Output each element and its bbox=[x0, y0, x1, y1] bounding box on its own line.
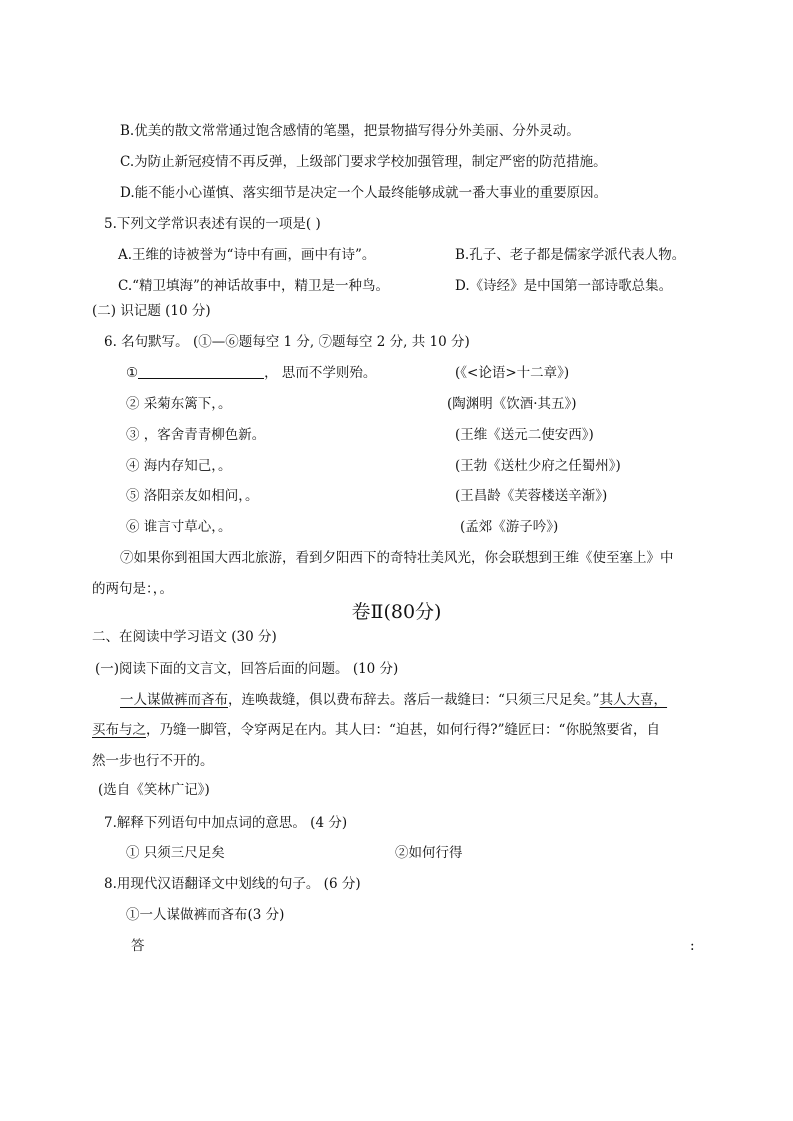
answer-colon: : bbox=[690, 938, 695, 954]
q6-item-4: ④ 海内存知己，。 bbox=[126, 458, 232, 474]
passage-line-3: 然一步也行不开的。 bbox=[92, 753, 214, 769]
q6-item-3-source: (王维《送元二使安西》) bbox=[455, 427, 594, 443]
passage-underlined-3: 买布与之 bbox=[92, 722, 146, 738]
answer-label: 答 bbox=[131, 938, 145, 954]
option-d: D.能不能小心谨慎、落实细节是决定一个人最终能够成就一番大事业的重要原因。 bbox=[120, 185, 608, 201]
q6-item-7-line1: ⑦如果你到祖国大西北旅游，看到夕阳西下的奇特壮美风光，你会联想到王维《使至塞上》中 bbox=[120, 550, 674, 566]
q5-stem: 5.下列文学常识表述有误的一项是( ) bbox=[104, 216, 321, 232]
passage-text-1: ，连唤裁缝，俱以费布辞去。落后一裁缝曰：“只须三尺足矣。” bbox=[228, 692, 600, 708]
q5-option-a: A.王维的诗被誉为“诗中有画，画中有诗”。 bbox=[118, 247, 376, 263]
q6-item-1-text: ， 思而不学则殆。 bbox=[264, 365, 377, 381]
passage-line-2 bbox=[92, 720, 660, 740]
q6-stem: 6. 名句默写。 (①—⑥题每空 1 分, ⑦题每空 2 分, 共 10 分) bbox=[104, 334, 470, 350]
q6-item-1 bbox=[126, 363, 376, 383]
reading-intro: (一)阅读下面的文言文，回答后面的问题。 (10 分) bbox=[95, 661, 399, 677]
option-c: C.为防止新冠疫情不再反弹，上级部门要求学校加强管理，制定严密的防范措施。 bbox=[120, 154, 607, 170]
q6-item-5-source: (王昌龄《芙蓉楼送辛渐》) bbox=[455, 488, 608, 504]
passage-underlined-1: 一人谋做裤而吝布 bbox=[120, 692, 228, 708]
volume-2-title: 卷Ⅱ(80分) bbox=[351, 601, 442, 623]
section-2-title: (二) 识记题 (10 分) bbox=[92, 303, 211, 319]
q7-stem: 7.解释下列语句中加点词的意思。 (4 分) bbox=[104, 815, 348, 831]
q5-option-c: C.“精卫填海”的神话故事中，精卫是一种鸟。 bbox=[118, 278, 389, 294]
q6-item-1-num: ① bbox=[126, 365, 139, 381]
q6-item-3: ③ ，客舍青青柳色新。 bbox=[126, 427, 266, 443]
q6-item-1-source: (《<论语>十二章》) bbox=[455, 365, 570, 381]
q6-item-6-source: (孟郊《游子吟》) bbox=[460, 519, 559, 535]
q6-item-2: ② 采菊东篱下，。 bbox=[126, 396, 232, 412]
q8-stem: 8.用现代汉语翻译文中划线的句子。 (6 分) bbox=[104, 876, 361, 892]
q8-item-1: ①一人谋做裤而吝布(3 分) bbox=[126, 907, 285, 923]
q6-item-4-source: (王勃《送杜少府之任蜀州》) bbox=[455, 458, 621, 474]
option-b: B.优美的散文常常通过饱含感情的笔墨，把景物描写得分外美丽、分外灵动。 bbox=[120, 123, 580, 139]
passage-line-1 bbox=[120, 690, 667, 710]
passage-underlined-2: 其人大喜， bbox=[599, 692, 668, 708]
passage-text-2: ，乃缝一脚管，令穿两足在内。其人曰：“迫甚，如何行得?”缝匠曰：“你脱煞要省，自 bbox=[146, 722, 660, 738]
q6-item-6: ⑥ 谁言寸草心，。 bbox=[126, 519, 232, 535]
q7-item-1: ① 只须三尺足矣 bbox=[126, 845, 225, 861]
q6-item-1-blank bbox=[138, 363, 264, 379]
part-2-title: 二、在阅读中学习语文 (30 分) bbox=[92, 629, 277, 645]
q5-option-d: D.《诗经》是中国第一部诗歌总集。 bbox=[455, 278, 673, 294]
passage-source: (选自《笑林广记》) bbox=[98, 782, 210, 798]
q6-item-7-line2: 的两句是：，。 bbox=[92, 581, 173, 597]
q6-item-5: ⑤ 洛阳亲友如相问，。 bbox=[126, 488, 259, 504]
q5-option-b: B.孔子、老子都是儒家学派代表人物。 bbox=[455, 247, 686, 263]
q7-item-2: ②如何行得 bbox=[395, 845, 463, 861]
q6-item-2-source: (陶渊明《饮酒·其五》) bbox=[447, 396, 577, 412]
